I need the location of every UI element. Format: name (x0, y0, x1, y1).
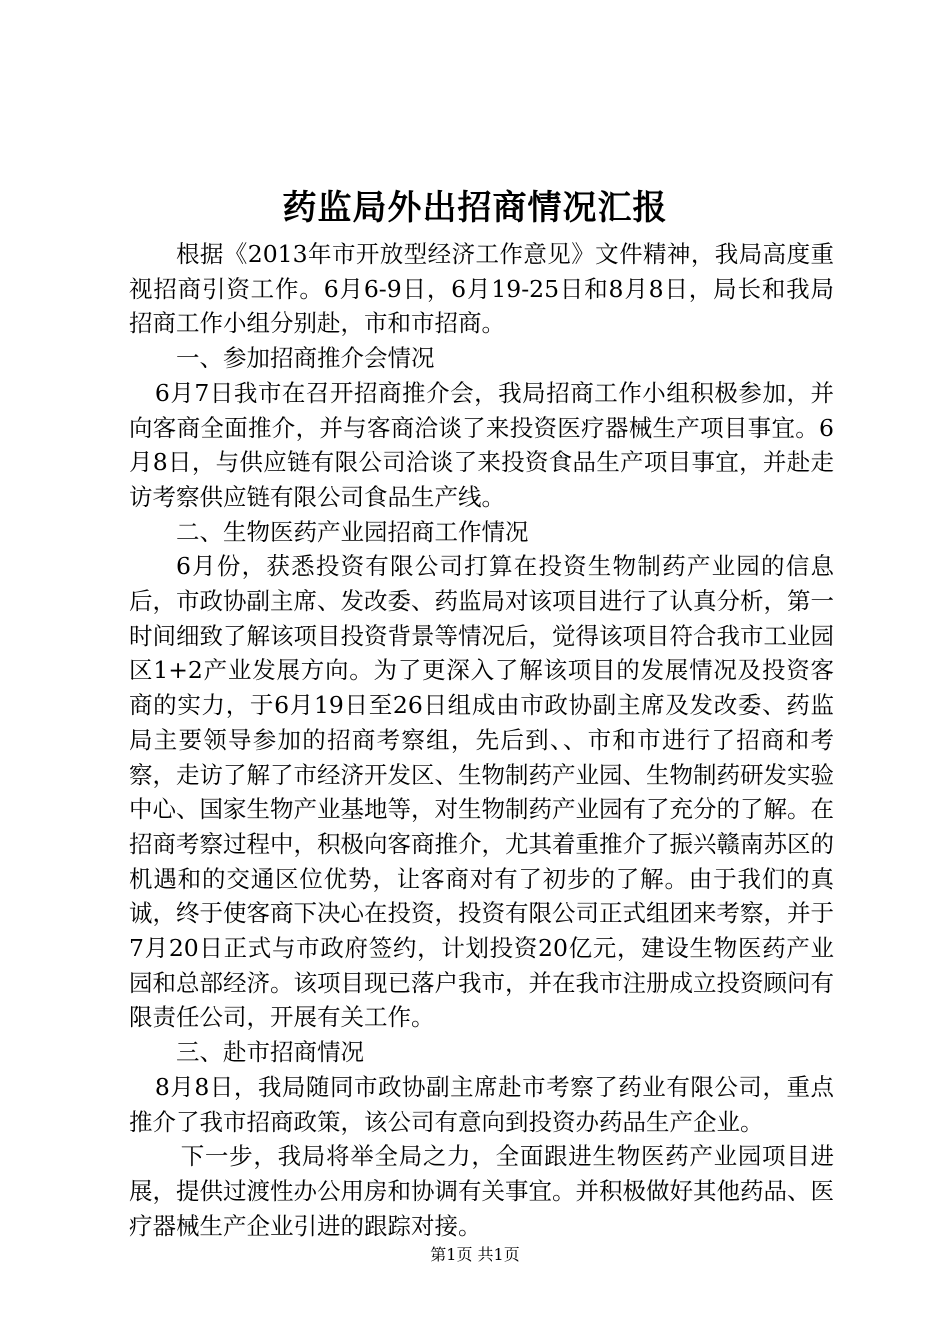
next-steps-paragraph: 下一步，我局将举全局之力，全面跟进生物医药产业园项目进展，提供过渡性办公用房和协调有关事宜。并积极做好其他药品、医疗器械生产企业引进的跟踪对接。 (129, 1142, 834, 1240)
document-title: 药监局外出招商情况汇报 (282, 188, 668, 228)
section-1-paragraph: 6月7日我市在召开招商推介会，我局招商工作小组积极参加，并向客商全面推介，并与客商洽谈了来投资医疗器械生产项目事宜。6月8日，与供应链有限公司洽谈了来投资食品生产项目事宜，并赴走访考察供应链有限公司食品生产线。 (129, 378, 834, 511)
section-heading-3: 三、赴市招商情况 (176, 1038, 364, 1067)
intro-paragraph: 根据《2013年市开放型经济工作意见》文件精神，我局高度重视招商引资工作。6月6-9日，6月19-25日和8月8日，局长和我局招商工作小组分别赴，市和市招商。 (129, 240, 834, 338)
section-2-paragraph: 6月份，获悉投资有限公司打算在投资生物制药产业园的信息后，市政协副主席、发改委、药监局对该项目进行了认真分析，第一时间细致了解该项目投资背景等情况后，觉得该项目符合我市工业园区1+2产业发展方向。为了更深入了解该项目的发展情况及投资客商的实力，于6月19日至26日组成由市政协副主席及发改委、药监局主要领导参加的招商考察组，先后到、、市和市进行了招商和考察，走访了解了市经济开发区、生物制药产业园、生物制药研发实验中心、国家生物产业基地等，对生物制药产业园有了充分的了解。在招商考察过程中，积极向客商推介，尤其着重推介了振兴赣南苏区的机遇和的交通区位优势，让客商对有了初步的了解。由于我们的真诚，终于使客商下决心在投资，投资有限公司正式组团来考察，并于7月20日正式与市政府签约，计划投资20亿元，建设生物医药产业园和总部经济。该项目现已落户我市，并在我市注册成立投资顾问有限责任公司，开展有关工作。 (129, 552, 834, 1032)
document-body (129, 237, 834, 1243)
page-footer: 第1页 共1页 (430, 1245, 520, 1264)
section-3-paragraph: 8月8日，我局随同市政协副主席赴市考察了药业有限公司，重点推介了我市招商政策，该公司有意向到投资办药品生产企业。 (129, 1072, 834, 1136)
section-heading-1: 一、参加招商推介会情况 (176, 344, 435, 373)
section-heading-2: 二、生物医药产业园招商工作情况 (176, 517, 529, 546)
